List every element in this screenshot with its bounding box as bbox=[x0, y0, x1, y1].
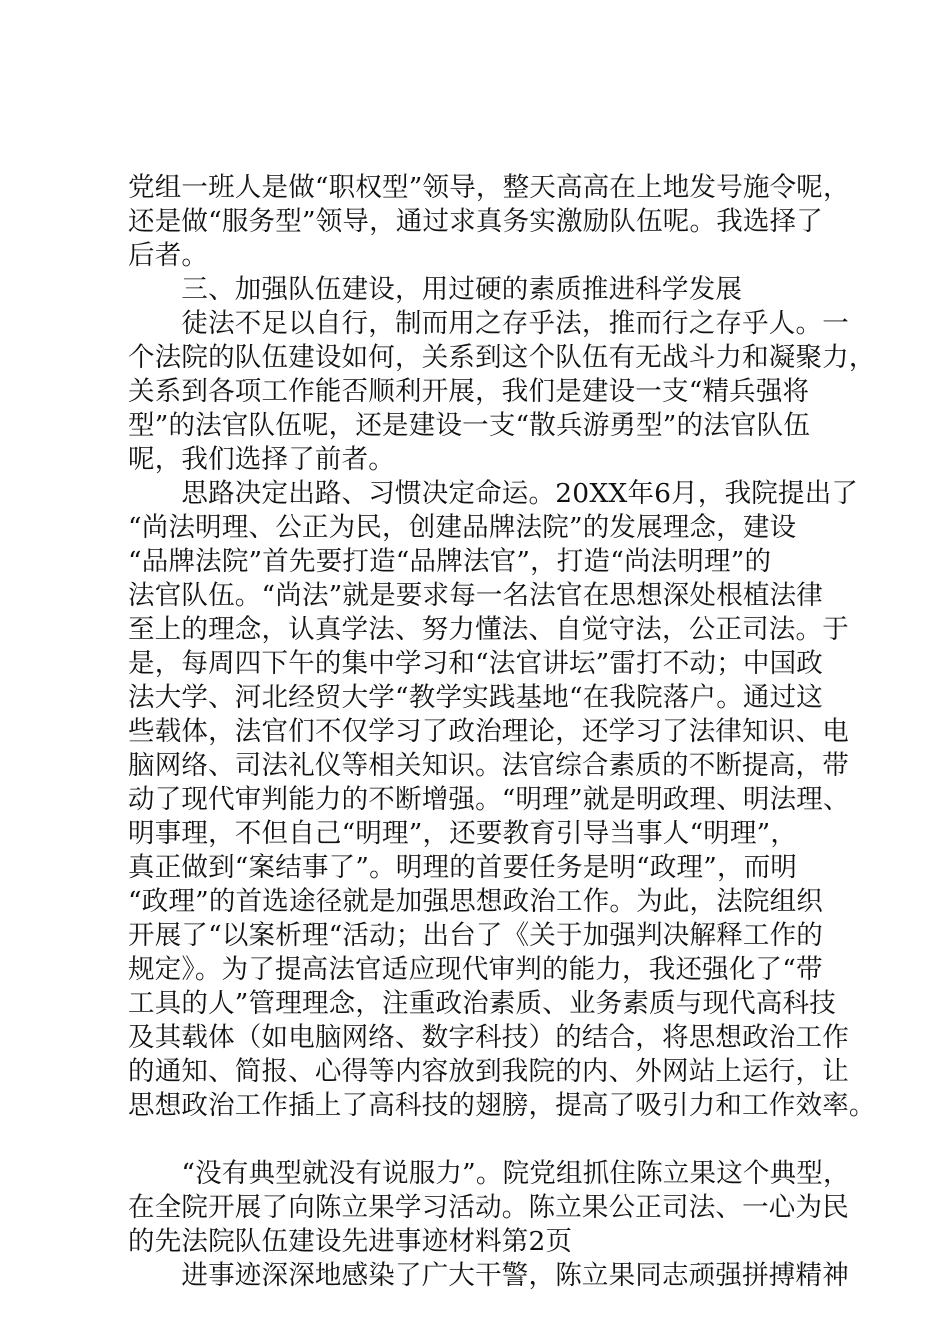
text-line: 些载体，法官们不仅学习了政治理论，还学习了法律知识、电 bbox=[128, 716, 849, 747]
text-line: 明事理，不但自己“明理”，还要教育引导当事人“明理”， bbox=[128, 818, 798, 849]
text-line: 至上的理念，认真学法、努力懂法、自觉守法，公正司法。于 bbox=[128, 614, 849, 645]
text-line: 在全院开展了向陈立果学习活动。陈立果公正司法、一心为民 bbox=[128, 1192, 849, 1223]
text-line: “没有典型就没有说服力”。院党组抓住陈立果这个典型， bbox=[128, 1158, 850, 1189]
text-line: “政理”的首选途径就是加强思想政治工作。为此，法院组织 bbox=[128, 886, 823, 917]
text-line: 徒法不足以自行，制而用之存乎法，推而行之存乎人。一 bbox=[128, 308, 849, 339]
text-line: 真正做到“案结事了”。明理的首要任务是明“政理”，而明 bbox=[128, 852, 798, 883]
text-line: 呢，我们选择了前者。 bbox=[128, 444, 395, 475]
text-line: 关系到各项工作能否顺利开展，我们是建设一支“精兵强将 bbox=[128, 376, 810, 407]
text-line: 的先法院队伍建设先进事迹材料第2页 bbox=[128, 1226, 573, 1257]
text-line: 法大学、河北经贸大学“教学实践基地“在我院落户。通过这 bbox=[128, 682, 823, 713]
text-line: 思想政治工作插上了高科技的翅膀，提高了吸引力和工作效率。 bbox=[128, 1090, 876, 1121]
section-heading: 三、加强队伍建设，用过硬的素质推进科学发展 bbox=[128, 274, 743, 305]
text-line: 进事迹深深地感染了广大干警，陈立果同志顽强拼搏精神 bbox=[128, 1260, 849, 1291]
text-line: 及其载体（如电脑网络、数字科技）的结合，将思想政治工作 bbox=[128, 1022, 849, 1053]
text-line: 动了现代审判能力的不断增强。“明理”就是明政理、明法理、 bbox=[128, 784, 850, 815]
text-line: 规定》。为了提高法官适应现代审判的能力，我还强化了“带 bbox=[128, 954, 823, 985]
text-line: “品牌法院”首先要打造“品牌法官”，打造“尚法明理”的 bbox=[128, 546, 772, 577]
text-line: 后者。 bbox=[128, 240, 209, 271]
text-line: 的通知、简报、心得等内容放到我院的内、外网站上运行，让 bbox=[128, 1056, 849, 1087]
text-line: 型”的法官队伍呢，还是建设一支“散兵游勇型”的法官队伍 bbox=[128, 410, 811, 441]
text-line: 思路决定出路、习惯决定命运。20XX年6月，我院提出了 bbox=[128, 478, 859, 509]
text-line: 脑网络、司法礼仪等相关知识。法官综合素质的不断提高，带 bbox=[128, 750, 849, 781]
text-line: 党组一班人是做“职权型”领导，整天高高在上地发号施令呢， bbox=[128, 172, 850, 203]
text-line: 是，每周四下午的集中学习和“法官讲坛”雷打不动；中国政 bbox=[128, 648, 823, 679]
text-line: 开展了“以案析理“活动；出台了《关于加强判决解释工作的 bbox=[128, 920, 823, 951]
text-line: “尚法明理、公正为民，创建品牌法院”的发展理念，建设 bbox=[128, 512, 797, 543]
text-line: 法官队伍。“尚法”就是要求每一名法官在思想深处根植法律 bbox=[128, 580, 823, 611]
text-line: 还是做“服务型”领导，通过求真务实激励队伍呢。我选择了 bbox=[128, 206, 823, 237]
text-line: 工具的人”管理理念，注重政治素质、业务素质与现代高科技 bbox=[128, 988, 836, 1019]
text-line: 个法院的队伍建设如何，关系到这个队伍有无战斗力和凝聚力， bbox=[128, 342, 876, 373]
